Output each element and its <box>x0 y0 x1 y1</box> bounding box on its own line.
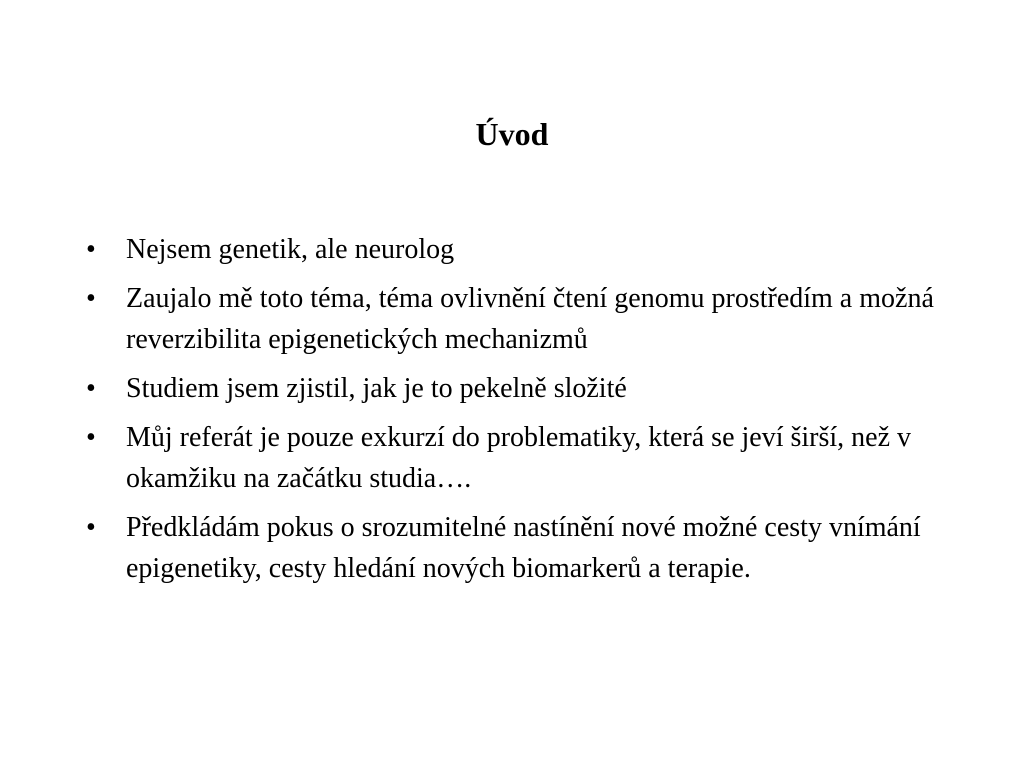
bullet-text: Nejsem genetik, ale neurolog <box>126 234 455 265</box>
bullet-icon: • <box>86 234 96 265</box>
bullet-item <box>86 278 996 360</box>
bullet-item <box>86 368 996 409</box>
bullet-text: Zaujalo mě toto téma, téma ovlivnění čtení genomu prostředím a možná reverzibilita epigenetických mechanizmů <box>126 283 934 355</box>
bullet-text: Předkládám pokus o srozumitelné nastínění nové možné cesty vnímání epigenetiky, cesty hledání nových biomarkerů a terapie. <box>126 512 921 584</box>
bullet-icon: • <box>86 422 96 453</box>
bullet-item <box>86 417 996 499</box>
bullet-text: Můj referát je pouze exkurzí do problematiky, která se jeví širší, než v okamžiku na začátku studia…. <box>126 422 912 494</box>
bullet-item <box>86 229 996 270</box>
bullet-icon: • <box>86 512 96 543</box>
slide-title: Úvod <box>475 116 549 152</box>
bullet-icon: • <box>86 283 96 314</box>
bullet-item <box>86 507 996 589</box>
bullet-icon: • <box>86 373 96 404</box>
bullet-text: Studiem jsem zjistil, jak je to pekelně složité <box>126 373 627 404</box>
bullet-list <box>86 229 996 597</box>
